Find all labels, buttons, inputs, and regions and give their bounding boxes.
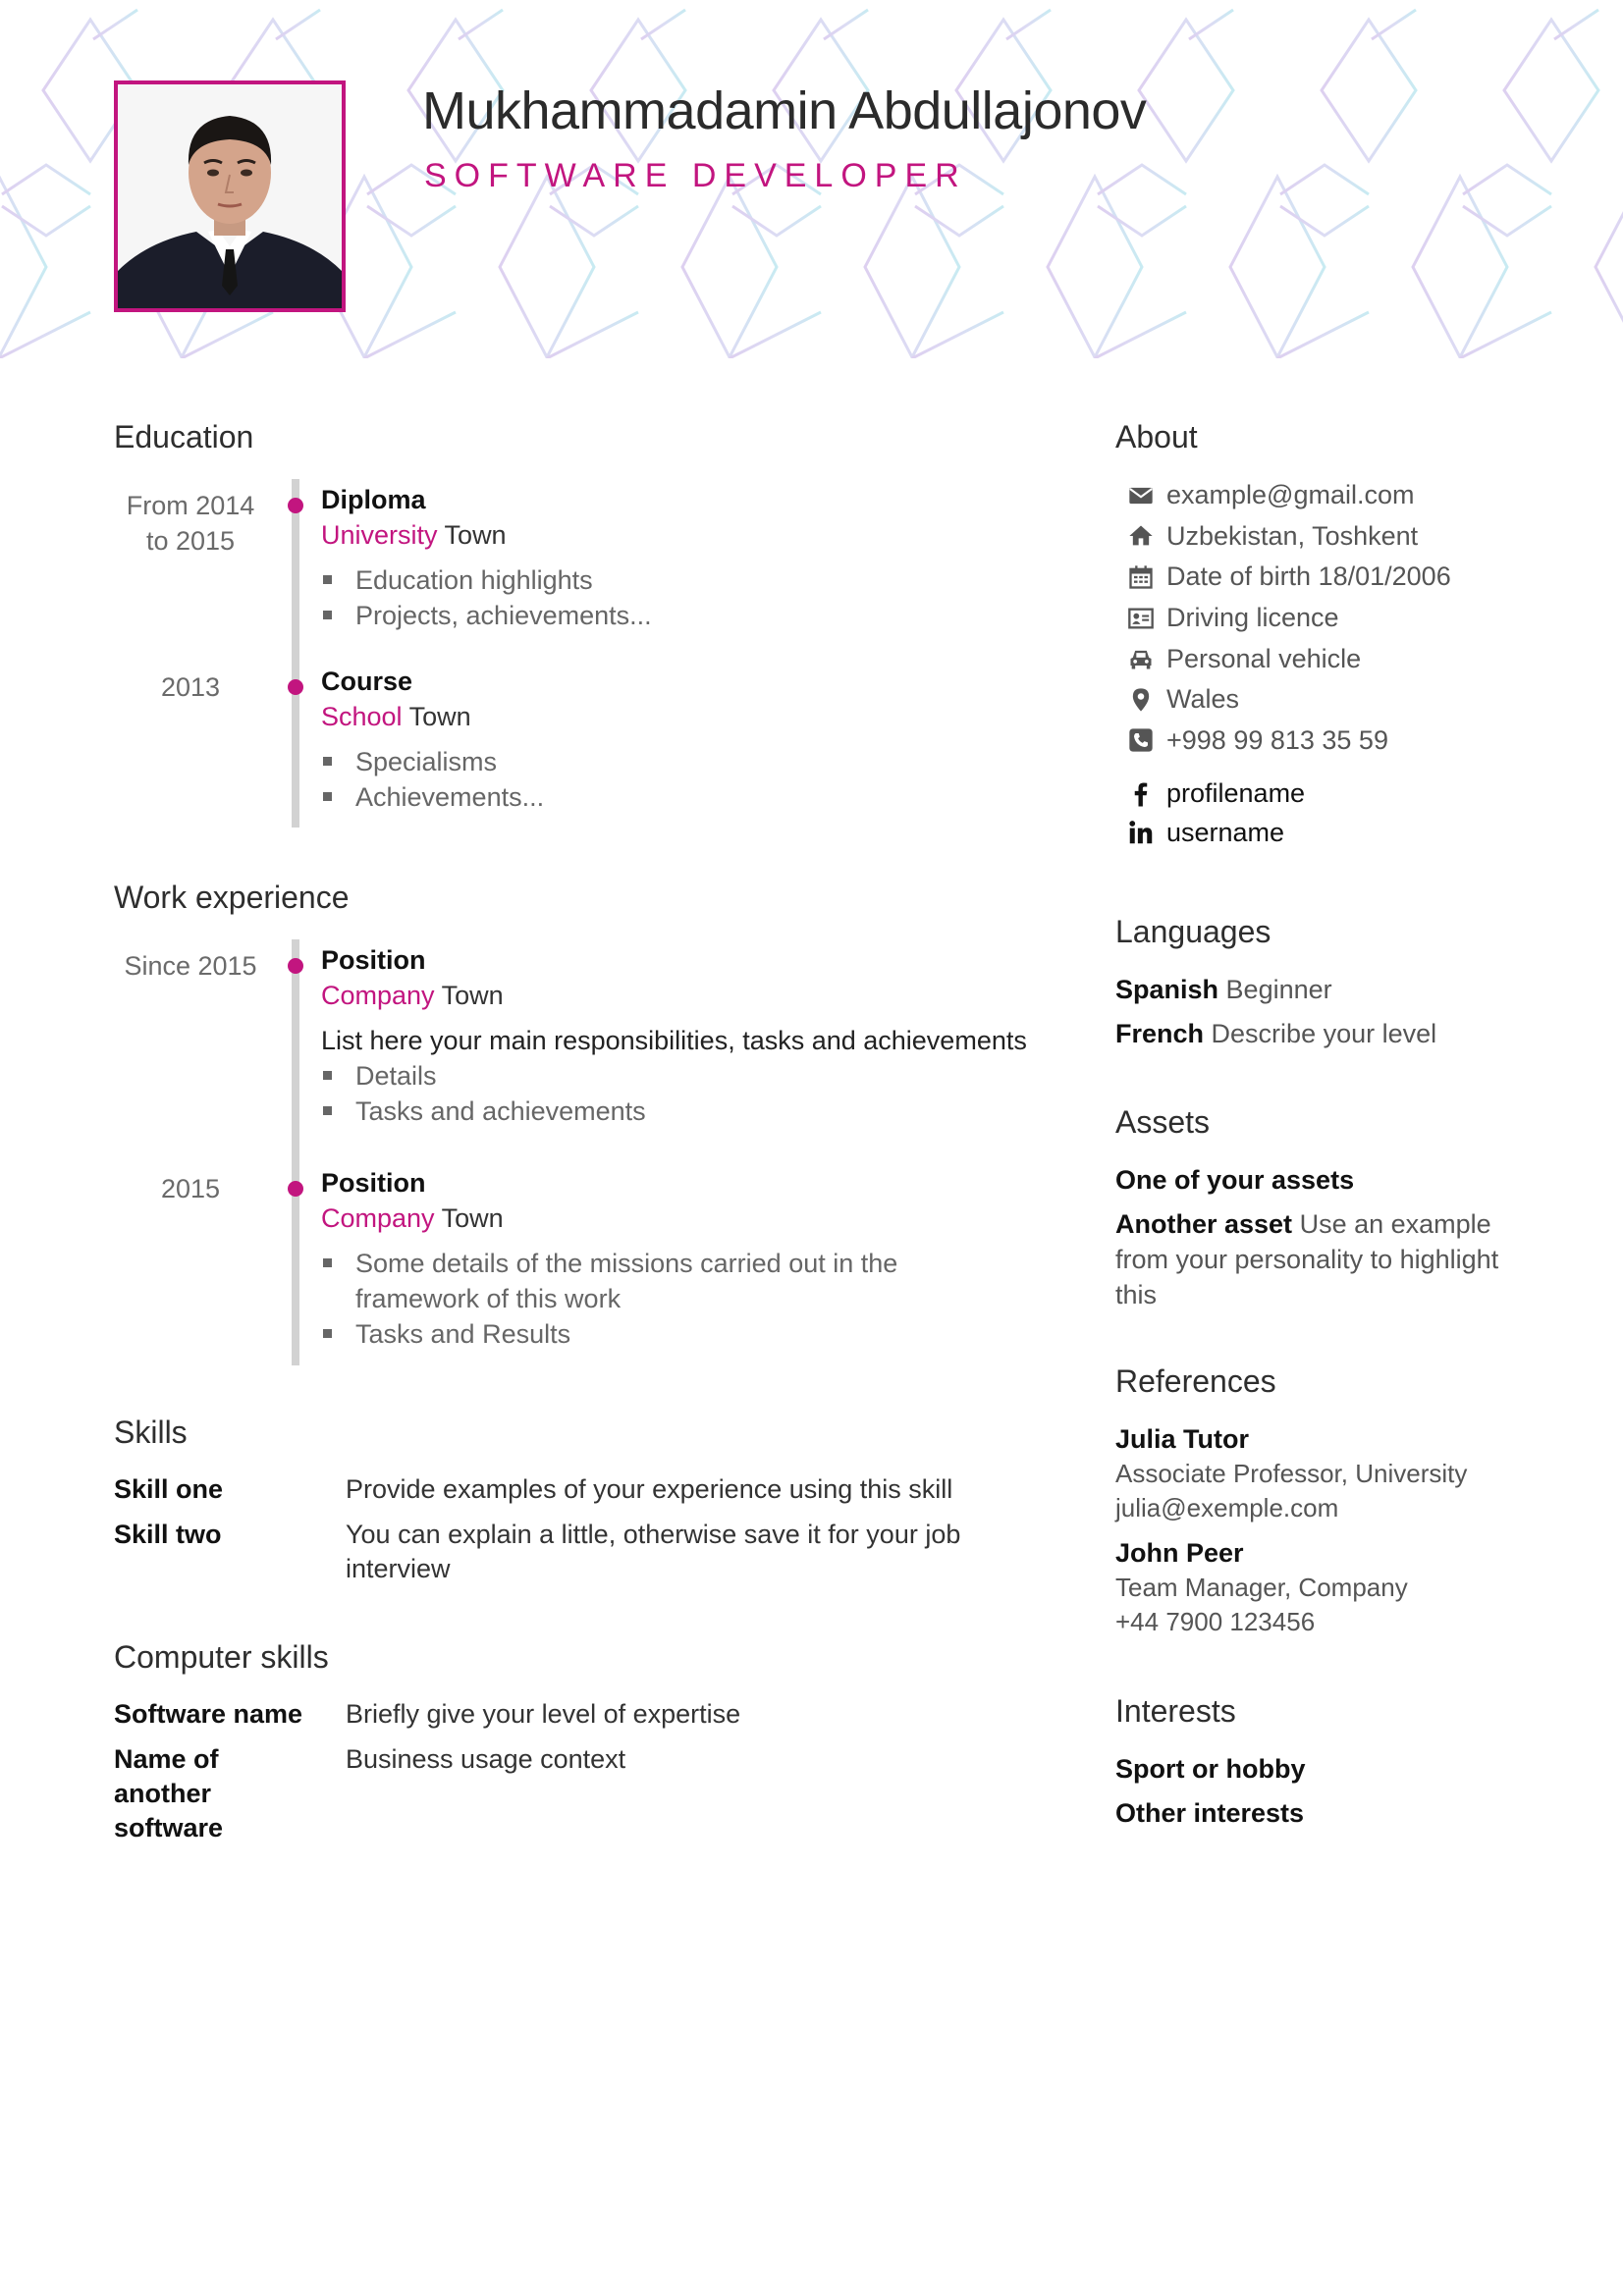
timeline-bar xyxy=(292,479,299,828)
bullet-item xyxy=(321,598,1056,633)
bullet-text: Tasks and achievements xyxy=(355,1096,646,1126)
reference-role: Team Manager, Company xyxy=(1115,1573,1408,1602)
org-place: Town xyxy=(444,520,507,550)
entry-org xyxy=(321,1201,1017,1236)
asset-name: One of your assets xyxy=(1115,1165,1355,1195)
social-text: username xyxy=(1166,817,1285,847)
about-text: Date of birth 18/01/2006 xyxy=(1166,561,1451,592)
skill-description: You can explain a little, otherwise save it for your job interview xyxy=(346,1520,961,1583)
bullet-item xyxy=(321,1094,1056,1129)
reference-role: Associate Professor, University xyxy=(1115,1459,1468,1488)
bullet-item xyxy=(321,562,1056,598)
software-name: Software name xyxy=(114,1699,303,1729)
education-timeline xyxy=(114,479,1056,828)
computer-skill-row xyxy=(114,1697,1056,1732)
entry-date xyxy=(114,488,267,559)
work-heading: Work experience xyxy=(114,880,350,915)
pattern-shape xyxy=(500,177,594,357)
computer-skill-row xyxy=(114,1742,1056,1845)
asset-item xyxy=(1115,1162,1528,1198)
bullet-item xyxy=(321,744,1056,779)
about-list xyxy=(1115,475,1547,852)
reference-item xyxy=(1115,1535,1547,1639)
languages-list xyxy=(1115,972,1547,1060)
bullet-text: Details xyxy=(355,1061,437,1091)
work-timeline xyxy=(114,939,1056,1365)
pattern-shape xyxy=(1048,177,1142,357)
bullet-item xyxy=(321,1058,1056,1094)
about-location xyxy=(1115,679,1547,721)
entry-title: Diploma xyxy=(321,485,426,514)
about-text: example@gmail.com xyxy=(1166,480,1415,510)
bullet-text: Specialisms xyxy=(355,747,498,776)
pattern-shape xyxy=(0,177,46,357)
education-heading: Education xyxy=(114,419,254,454)
references-heading: References xyxy=(1115,1363,1276,1399)
org-name: Company xyxy=(321,981,435,1010)
entry-bullets xyxy=(321,1246,1017,1352)
pattern-shape xyxy=(641,10,685,39)
skill-row xyxy=(114,1518,1056,1586)
about-heading: About xyxy=(1115,419,1198,454)
skill-row xyxy=(114,1472,1056,1507)
pattern-shape xyxy=(1322,20,1416,161)
interest-item: Sport or hobby xyxy=(1115,1754,1306,1784)
languages-heading: Languages xyxy=(1115,914,1271,949)
pattern-shape xyxy=(1277,312,1369,358)
pattern-shape xyxy=(1596,177,1623,357)
software-name: Name of another software xyxy=(114,1744,224,1842)
pattern-shape xyxy=(1230,177,1325,357)
timeline-dot xyxy=(288,679,303,695)
entry-bullets xyxy=(321,744,1056,815)
full-name: Mukhammadamin Abdullajonov xyxy=(422,81,1147,140)
map-pin-icon xyxy=(1115,686,1166,714)
entry-bullets xyxy=(321,1058,1056,1129)
about-phone xyxy=(1115,721,1547,762)
skill-description: Provide examples of your experience using this skill xyxy=(346,1474,953,1504)
pattern-shape xyxy=(1463,165,1551,194)
reference-name: John Peer xyxy=(1115,1538,1244,1568)
pattern-shape xyxy=(1006,10,1051,39)
calendar-icon xyxy=(1115,563,1166,591)
envelope-icon xyxy=(1115,482,1166,509)
pattern-shape xyxy=(682,177,777,357)
assets-list xyxy=(1115,1162,1528,1321)
entry-org xyxy=(321,699,1056,734)
bullet-text: Achievements... xyxy=(355,782,545,812)
asset-item xyxy=(1115,1206,1528,1312)
entry-title: Position xyxy=(321,1168,426,1198)
computer-skills-list xyxy=(114,1697,1056,1856)
language-item xyxy=(1115,972,1547,1007)
pattern-shape xyxy=(182,312,273,358)
timeline-dot xyxy=(288,498,303,513)
software-description: Business usage context xyxy=(346,1744,626,1774)
reference-name: Julia Tutor xyxy=(1115,1424,1250,1454)
bullet-item xyxy=(321,1316,1017,1352)
pattern-shape xyxy=(865,177,959,357)
assets-heading: Assets xyxy=(1115,1104,1211,1140)
computer-skills-heading: Computer skills xyxy=(114,1639,329,1675)
reference-contact: julia@exemple.com xyxy=(1115,1493,1339,1522)
interest-item: Other interests xyxy=(1115,1798,1305,1828)
about-text: Wales xyxy=(1166,684,1240,715)
language-item xyxy=(1115,1016,1547,1051)
skill-name: Skill one xyxy=(114,1474,224,1504)
pattern-shape xyxy=(93,10,137,39)
profile-photo xyxy=(114,80,346,312)
entry-date: 2015 xyxy=(160,1174,221,1203)
pattern-shape xyxy=(1460,312,1551,358)
pattern-shape xyxy=(730,312,821,358)
entry-bullets xyxy=(321,562,1056,633)
facebook-icon xyxy=(1115,779,1166,809)
portrait-image xyxy=(118,84,342,308)
home-icon xyxy=(1115,522,1166,550)
about-text: Uzbekistan, Toshkent xyxy=(1166,520,1419,551)
pattern-shape xyxy=(1098,165,1186,194)
pattern-shape xyxy=(459,10,503,39)
about-licence xyxy=(1115,598,1547,639)
skill-name: Skill two xyxy=(114,1520,222,1549)
id-card-icon xyxy=(1115,605,1166,632)
date-line: From 2014 xyxy=(126,491,255,520)
org-place: Town xyxy=(408,702,471,731)
bullet-item xyxy=(321,1246,1017,1316)
pattern-shape xyxy=(1504,20,1598,161)
timeline-dot xyxy=(288,1181,303,1197)
job-title: SOFTWARE DEVELOPER xyxy=(424,157,967,194)
org-name: Company xyxy=(321,1203,435,1233)
about-email xyxy=(1115,475,1547,516)
entry-org xyxy=(321,978,1056,1013)
pattern-shape xyxy=(1189,10,1233,39)
pattern-shape xyxy=(1372,10,1416,39)
timeline-dot xyxy=(288,958,303,974)
pattern-shape xyxy=(1280,165,1369,194)
date-line: to 2015 xyxy=(145,526,236,556)
interests-heading: Interests xyxy=(1115,1693,1236,1729)
pattern-shape xyxy=(1413,177,1507,357)
language-level: Describe your level xyxy=(1211,1019,1437,1048)
entry-title: Course xyxy=(321,667,413,696)
about-address xyxy=(1115,516,1547,558)
pattern-shape xyxy=(364,312,456,358)
language-name: Spanish xyxy=(1115,975,1219,1004)
interests-list xyxy=(1115,1751,1547,1840)
references-list xyxy=(1115,1421,1547,1648)
reference-item xyxy=(1115,1421,1547,1525)
skills-heading: Skills xyxy=(114,1415,188,1450)
entry-date: 2013 xyxy=(160,672,221,702)
entry-title: Position xyxy=(321,945,426,975)
org-place: Town xyxy=(441,981,504,1010)
entry-description: List here your main responsibilities, tasks and achievements xyxy=(321,1026,1027,1055)
pattern-shape xyxy=(1554,10,1598,39)
social-linkedin[interactable] xyxy=(1115,814,1547,853)
bullet-item xyxy=(321,779,1056,815)
asset-name: Another asset xyxy=(1115,1209,1293,1239)
entry-date: Since 2015 xyxy=(124,951,257,981)
entry-org xyxy=(321,517,1056,553)
pattern-shape xyxy=(1139,20,1233,161)
asset-description: Use an example from your personality to highlight this xyxy=(1115,1209,1499,1309)
reference-contact: +44 7900 123456 xyxy=(1115,1607,1316,1636)
about-text: Driving licence xyxy=(1166,603,1339,633)
phone-icon xyxy=(1115,726,1166,754)
pattern-shape xyxy=(1095,312,1186,358)
linkedin-icon xyxy=(1115,818,1166,847)
pattern-shape xyxy=(2,165,90,194)
social-text: profilename xyxy=(1166,778,1306,809)
org-place: Town xyxy=(441,1203,504,1233)
org-name: School xyxy=(321,702,403,731)
pattern-shape xyxy=(912,312,1003,358)
about-birthdate xyxy=(1115,557,1547,598)
about-text: +998 99 813 35 59 xyxy=(1166,724,1388,755)
timeline-bar xyxy=(292,939,299,1365)
language-name: French xyxy=(1115,1019,1205,1048)
software-description: Briefly give your level of expertise xyxy=(346,1699,741,1729)
pattern-shape xyxy=(824,10,868,39)
social-facebook[interactable] xyxy=(1115,774,1547,814)
car-icon xyxy=(1115,645,1166,672)
about-text: Personal vehicle xyxy=(1166,643,1362,673)
org-name: University xyxy=(321,520,438,550)
about-vehicle xyxy=(1115,638,1547,679)
bullet-text: Education highlights xyxy=(355,565,593,595)
pattern-shape xyxy=(547,312,638,358)
bullet-text: Tasks and Results xyxy=(355,1319,571,1349)
pattern-shape xyxy=(0,312,90,358)
pattern-shape xyxy=(276,10,320,39)
bullet-text: Projects, achievements... xyxy=(355,601,652,630)
bullet-text: Some details of the missions carried out in the framework of this work xyxy=(355,1249,898,1313)
skills-list xyxy=(114,1472,1056,1597)
language-level: Beginner xyxy=(1225,975,1332,1004)
